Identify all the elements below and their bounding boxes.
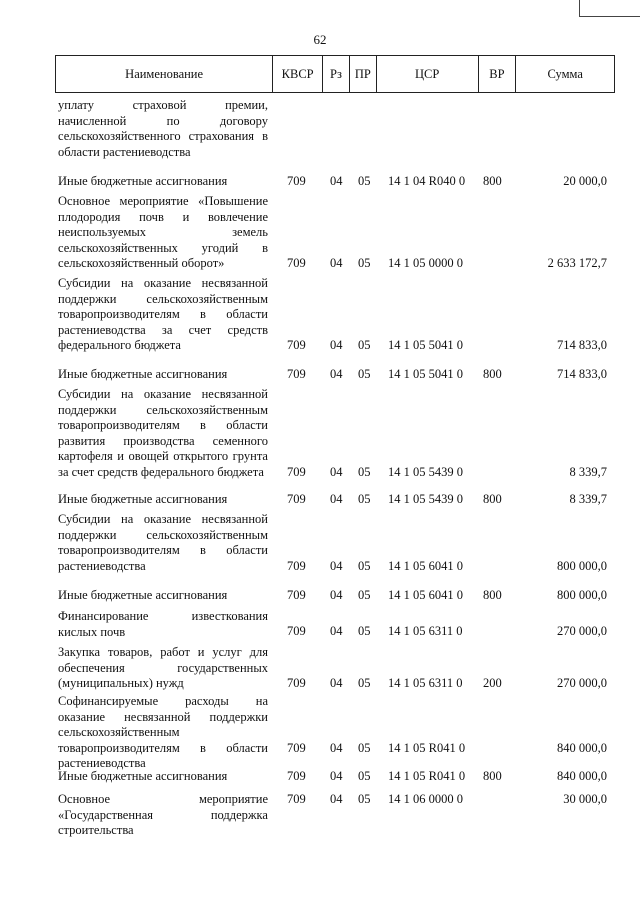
- table-row: [55, 98, 615, 161]
- row-pr: 05: [358, 769, 371, 784]
- row-kvsr: 709: [287, 338, 306, 353]
- row-sum: 270 000,0: [557, 624, 607, 639]
- table-row: [55, 174, 615, 190]
- header-vr: ВР: [479, 56, 517, 92]
- row-kvsr: 709: [287, 174, 306, 189]
- row-name: Субсидии на оказание несвязанной поддержки сельскохозяйственным товаропроизводителям в области развития производства семенного картофеля и овощей открытого грунта за счет средств федерального бюджета: [58, 387, 268, 479]
- table-row: [55, 769, 615, 785]
- row-csr: 14 1 05 R041 0: [388, 741, 466, 756]
- table-row: [55, 387, 615, 481]
- row-kvsr: 709: [287, 588, 306, 603]
- table-row: [55, 609, 615, 640]
- row-kvsr: 709: [287, 624, 306, 639]
- row-vr: 800: [483, 174, 502, 189]
- row-kvsr: 709: [287, 792, 306, 807]
- row-csr: 14 1 05 6041 0: [388, 559, 463, 574]
- row-vr: 800: [483, 769, 502, 784]
- row-sum: 2 633 172,7: [547, 256, 607, 271]
- row-pr: 05: [358, 465, 371, 480]
- row-csr: 14 1 05 R041 0: [388, 769, 466, 784]
- row-name: Финансирование известкования кислых почв: [58, 609, 268, 639]
- row-sum: 840 000,0: [557, 741, 607, 756]
- row-rz: 04: [330, 559, 343, 574]
- row-csr: 14 1 05 6041 0: [388, 588, 463, 603]
- row-rz: 04: [330, 588, 343, 603]
- row-name: Основное мероприятие «Государственная поддержка строительства: [58, 792, 268, 838]
- row-pr: 05: [358, 588, 371, 603]
- row-rz: 04: [330, 367, 343, 382]
- row-rz: 04: [330, 676, 343, 691]
- table-row: [55, 367, 615, 383]
- table-header: [55, 55, 615, 93]
- row-csr: 14 1 05 6311 0: [388, 624, 463, 639]
- table-row: [55, 276, 615, 354]
- row-csr: 14 1 05 6311 0: [388, 676, 463, 691]
- row-kvsr: 709: [287, 256, 306, 271]
- row-kvsr: 709: [287, 367, 306, 382]
- row-sum: 8 339,7: [569, 465, 607, 480]
- page-number: 62: [313, 32, 327, 47]
- row-vr: 800: [483, 492, 502, 507]
- table-row: [55, 694, 615, 771]
- header-csr: ЦСР: [377, 56, 479, 92]
- row-name: Софинансируемые расходы на оказание несвязанной поддержки сельскохозяйственным товаропроизводителям в области растениеводства: [58, 694, 268, 771]
- header-pr: ПР: [350, 56, 377, 92]
- row-pr: 05: [358, 367, 371, 382]
- row-name: Основное мероприятие «Повышение плодородия почв и вовлечение неиспользуемых земель сельскохозяйственных угодий в сельскохозяйственный оборот»: [58, 194, 268, 271]
- row-sum: 20 000,0: [563, 174, 607, 189]
- row-name: Иные бюджетные ассигнования: [58, 769, 228, 783]
- table-row: [55, 645, 615, 692]
- row-sum: 8 339,7: [569, 492, 607, 507]
- header-rz: Рз: [323, 56, 350, 92]
- row-name: Иные бюджетные ассигнования: [58, 174, 228, 188]
- row-vr: 800: [483, 367, 502, 382]
- row-kvsr: 709: [287, 676, 306, 691]
- row-name: уплату страховой премии, начисленной по договору сельскохозяйственного страхования в области растениеводства: [58, 98, 268, 159]
- row-pr: 05: [358, 174, 371, 189]
- row-kvsr: 709: [287, 769, 306, 784]
- row-name: Субсидии на оказание несвязанной поддержки сельскохозяйственным товаропроизводителям в области растениеводства за счет средств федерального бюджета: [58, 276, 268, 353]
- row-pr: 05: [358, 492, 371, 507]
- row-csr: 14 1 05 5439 0: [388, 492, 463, 507]
- row-pr: 05: [358, 338, 371, 353]
- row-kvsr: 709: [287, 492, 306, 507]
- row-rz: 04: [330, 338, 343, 353]
- table-row: [55, 194, 615, 272]
- row-rz: 04: [330, 624, 343, 639]
- header-sum: Сумма: [547, 66, 583, 81]
- row-sum: 714 833,0: [557, 338, 607, 353]
- table-row: [55, 588, 615, 604]
- row-pr: 05: [358, 792, 371, 807]
- row-kvsr: 709: [287, 465, 306, 480]
- row-kvsr: 709: [287, 741, 306, 756]
- row-name: Иные бюджетные ассигнования: [58, 367, 228, 381]
- row-name: Иные бюджетные ассигнования: [58, 492, 228, 506]
- table-row: [55, 492, 615, 508]
- row-sum: 270 000,0: [557, 676, 607, 691]
- table-row: [55, 792, 615, 838]
- row-rz: 04: [330, 256, 343, 271]
- row-pr: 05: [358, 256, 371, 271]
- row-rz: 04: [330, 792, 343, 807]
- row-csr: 14 1 05 5041 0: [388, 367, 463, 382]
- row-csr: 14 1 05 5041 0: [388, 338, 463, 353]
- row-vr: 200: [483, 676, 502, 691]
- row-name: Иные бюджетные ассигнования: [58, 588, 228, 602]
- row-name: Закупка товаров, работ и услуг для обеспечения государственных (муниципальных) нужд: [58, 645, 268, 691]
- corner-mark: [579, 0, 640, 17]
- row-vr: 800: [483, 588, 502, 603]
- row-csr: 14 1 04 R040 0: [388, 174, 466, 189]
- row-sum: 840 000,0: [557, 769, 607, 784]
- row-rz: 04: [330, 174, 343, 189]
- row-rz: 04: [330, 769, 343, 784]
- row-kvsr: 709: [287, 559, 306, 574]
- row-csr: 14 1 05 0000 0: [388, 256, 463, 271]
- row-sum: 714 833,0: [557, 367, 607, 382]
- row-sum: 800 000,0: [557, 588, 607, 603]
- row-sum: 30 000,0: [563, 792, 607, 807]
- row-rz: 04: [330, 465, 343, 480]
- row-sum: 800 000,0: [557, 559, 607, 574]
- header-name: Наименование: [56, 56, 273, 92]
- row-csr: 14 1 06 0000 0: [388, 792, 463, 807]
- row-rz: 04: [330, 741, 343, 756]
- row-pr: 05: [358, 741, 371, 756]
- row-pr: 05: [358, 559, 371, 574]
- row-pr: 05: [358, 676, 371, 691]
- row-name: Субсидии на оказание несвязанной поддержки сельскохозяйственным товаропроизводителям в области растениеводства: [58, 512, 268, 573]
- row-rz: 04: [330, 492, 343, 507]
- header-kvsr: КВСР: [273, 56, 323, 92]
- row-pr: 05: [358, 624, 371, 639]
- row-csr: 14 1 05 5439 0: [388, 465, 463, 480]
- table-row: [55, 512, 615, 575]
